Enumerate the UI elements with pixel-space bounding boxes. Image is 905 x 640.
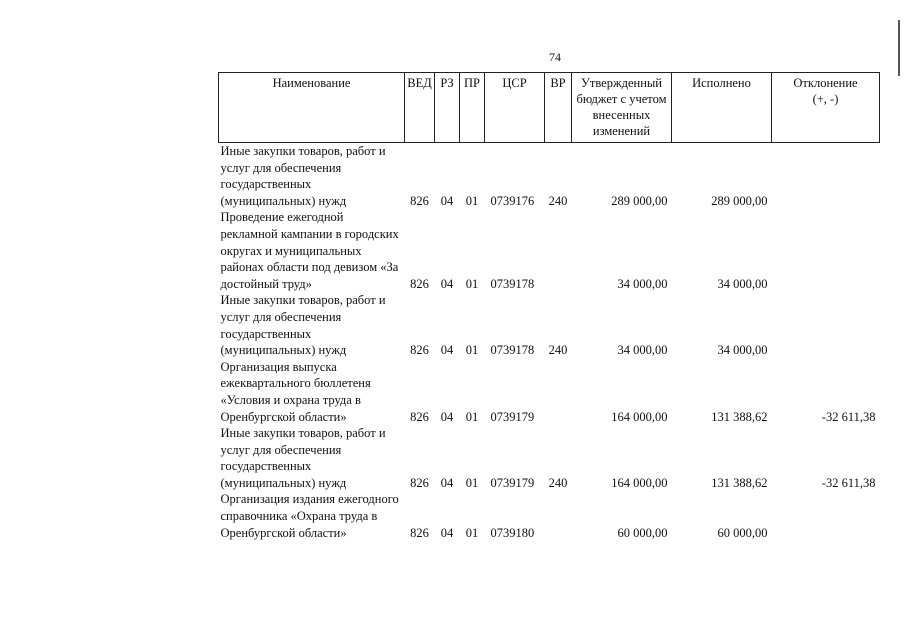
row-csr: 0739176 (490, 193, 535, 208)
table-row (219, 209, 880, 292)
row-ved: 826 (410, 525, 429, 540)
scan-edge-mark (898, 20, 900, 76)
row-executed: 131 388,62 (711, 409, 768, 424)
row-name-line: государственных (220, 326, 312, 341)
row-name-line: ежеквартального бюллетеня (220, 376, 371, 391)
row-name (219, 359, 405, 425)
row-name-line: Организация издания ежегодного (220, 492, 399, 507)
table-row (219, 491, 880, 541)
header-approved-line: внесенных (592, 108, 651, 122)
row-executed: 289 000,00 (711, 193, 768, 208)
row-name-line: Проведение ежегодной (220, 210, 344, 225)
row-name-line: округах и муниципальных (220, 243, 362, 258)
row-name (219, 209, 405, 292)
row-rz: 04 (440, 525, 454, 540)
row-name-line: (муниципальных) нужд (220, 193, 347, 208)
row-csr: 0739178 (490, 343, 535, 358)
row-ved: 826 (410, 409, 429, 424)
row-name-line: Организация выпуска (220, 359, 337, 374)
row-name-line: справочника «Охрана труда в (220, 509, 378, 524)
header-approved-line: изменений (592, 124, 651, 138)
row-rz: 04 (440, 193, 454, 208)
row-pr: 01 (465, 475, 479, 490)
row-pr: 01 (465, 525, 479, 540)
row-executed: 60 000,00 (717, 525, 768, 540)
row-approved: 164 000,00 (611, 409, 668, 424)
header-executed: Исполнено (672, 73, 772, 143)
row-vr: 240 (548, 193, 568, 208)
row-vr: 240 (548, 475, 568, 490)
row-deviation (772, 143, 880, 210)
row-name-line: Иные закупки товаров, работ и (220, 144, 386, 158)
row-approved: 164 000,00 (611, 475, 668, 490)
header-deviation-line: (+, -) (812, 92, 839, 106)
header-approved (572, 73, 672, 143)
row-approved: 34 000,00 (617, 276, 668, 291)
row-csr: 0739179 (490, 475, 535, 490)
row-name-line: Иные закупки товаров, работ и (220, 426, 386, 441)
row-ved: 826 (410, 475, 429, 490)
header-ved: ВЕД (405, 73, 435, 143)
row-csr: 0739179 (490, 409, 535, 424)
row-name-line: (муниципальных) нужд (220, 475, 347, 490)
row-name-line: достойный труд» (220, 276, 312, 291)
row-csr: 0739178 (490, 276, 535, 291)
table-row (219, 359, 880, 425)
row-vr (545, 491, 572, 541)
row-name (219, 491, 405, 541)
header-approved-line: бюджет с учетом (576, 92, 667, 106)
header-vr: ВР (545, 73, 572, 143)
row-rz: 04 (440, 409, 454, 424)
header-name: Наименование (219, 73, 405, 143)
row-deviation (772, 491, 880, 541)
row-executed: 131 388,62 (711, 475, 768, 490)
row-name-line: Иные закупки товаров, работ и (220, 293, 386, 308)
header-deviation-line: Отклонение (793, 76, 858, 90)
row-vr (545, 209, 572, 292)
row-rz: 04 (440, 343, 454, 358)
table-row (219, 143, 880, 210)
row-deviation (772, 209, 880, 292)
row-name-line: государственных (220, 177, 312, 192)
row-name-line: (муниципальных) нужд (220, 343, 347, 358)
row-pr: 01 (465, 193, 479, 208)
row-rz: 04 (440, 475, 454, 490)
header-csr: ЦСР (485, 73, 545, 143)
row-pr: 01 (465, 276, 479, 291)
row-approved: 289 000,00 (611, 193, 668, 208)
row-deviation: -32 611,38 (821, 475, 876, 490)
row-approved: 60 000,00 (617, 525, 668, 540)
header-rz: РЗ (435, 73, 460, 143)
row-name-line: услуг для обеспечения (220, 160, 342, 175)
row-vr: 240 (548, 343, 568, 358)
table-row (219, 292, 880, 358)
budget-table (218, 72, 880, 541)
header-approved-line: Утвержденный (581, 76, 662, 90)
row-name-line: рекламной кампании в городских (220, 226, 399, 241)
row-name-line: Оренбургской области» (220, 525, 347, 540)
row-csr: 0739180 (490, 525, 535, 540)
row-pr: 01 (465, 343, 479, 358)
row-ved: 826 (410, 276, 429, 291)
row-name (219, 425, 405, 491)
row-approved: 34 000,00 (617, 343, 668, 358)
table-header-row (219, 73, 880, 143)
row-name-line: услуг для обеспечения (220, 442, 342, 457)
page-number: 74 (549, 50, 561, 64)
row-executed: 34 000,00 (717, 343, 768, 358)
row-name-line: Оренбургской области» (220, 409, 347, 424)
row-ved: 826 (410, 193, 429, 208)
row-name (219, 143, 405, 210)
table-body (219, 143, 880, 542)
row-deviation (772, 292, 880, 358)
row-executed: 34 000,00 (717, 276, 768, 291)
row-name-line: государственных (220, 459, 312, 474)
row-name-line: услуг для обеспечения (220, 309, 342, 324)
row-rz: 04 (440, 276, 454, 291)
header-pr: ПР (460, 73, 485, 143)
header-deviation (772, 73, 880, 143)
row-name (219, 292, 405, 358)
row-pr: 01 (465, 409, 479, 424)
row-vr (545, 359, 572, 425)
row-deviation: -32 611,38 (821, 409, 876, 424)
row-name-line: «Условия и охрана труда в (220, 392, 361, 407)
row-name-line: районах области под девизом «За (220, 260, 399, 275)
row-ved: 826 (410, 343, 429, 358)
table-row (219, 425, 880, 491)
